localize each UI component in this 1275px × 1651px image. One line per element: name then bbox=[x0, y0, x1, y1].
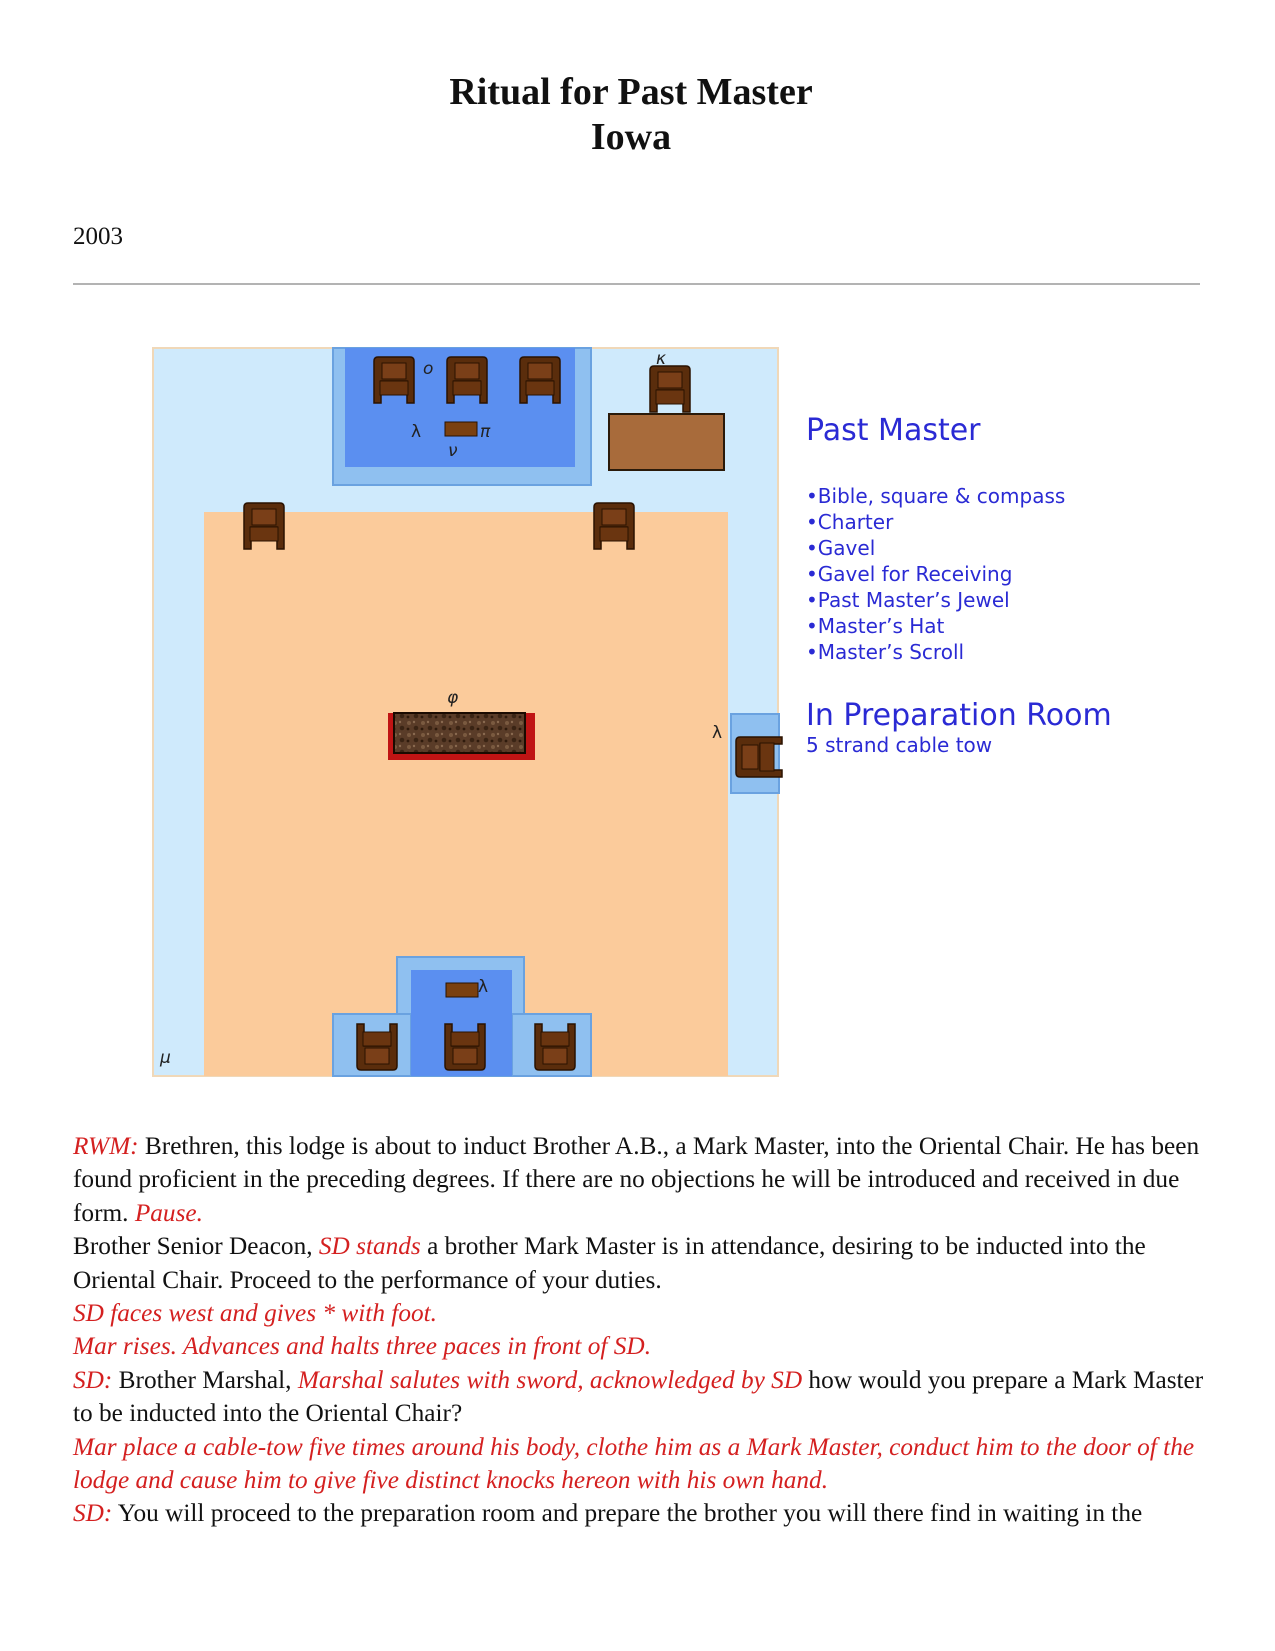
altar-top bbox=[394, 713, 525, 753]
paragraph-sd-proceed bbox=[73, 1497, 1208, 1530]
label-lambda-south: λ bbox=[712, 723, 723, 743]
ritual-text bbox=[73, 1130, 1208, 1531]
title-line-1: Ritual for Past Master bbox=[449, 71, 813, 113]
panel-items bbox=[806, 484, 1065, 664]
label-omicron: o bbox=[423, 359, 434, 379]
dialogue-text: Brother Marshal, bbox=[112, 1365, 298, 1394]
label-pi: π bbox=[480, 422, 491, 442]
stage-direction-line: SD faces west and gives * with foot. bbox=[73, 1299, 437, 1328]
prep-room-item: 5 strand cable tow bbox=[806, 733, 993, 757]
title-line-2: Iowa bbox=[590, 116, 672, 158]
stage-direction: Marshal salutes with sword, acknowledged by SD bbox=[297, 1365, 803, 1394]
east-pedestal bbox=[445, 422, 477, 436]
speaker-label: RWM: bbox=[73, 1132, 139, 1160]
secretary-desk bbox=[609, 414, 724, 470]
west-pedestal bbox=[446, 983, 478, 997]
stage-direction: SD stands bbox=[318, 1232, 421, 1261]
panel-item: •Master’s Scroll bbox=[806, 640, 965, 664]
dialogue-text: Brother Senior Deacon, bbox=[73, 1232, 319, 1261]
panel-item: •Master’s Hat bbox=[806, 614, 945, 638]
label-lambda-west: λ bbox=[478, 977, 489, 997]
label-phi: φ bbox=[447, 688, 459, 708]
speaker-label: SD: bbox=[73, 1499, 113, 1528]
speaker-label: SD: bbox=[73, 1365, 113, 1394]
dialogue-text: how would you prepare a Mark Master to be inducted into the Oriental Chair? bbox=[73, 1365, 1204, 1428]
paragraph-senior-deacon bbox=[73, 1230, 1208, 1297]
paragraph-rwm bbox=[73, 1130, 1208, 1230]
stage-direction-line: Mar place a cable-tow five times around his body, clothe him as a Mark Master, conduct him to the door of the lodge and cause him to give five distinct knocks hereon with his own hand. bbox=[73, 1432, 1195, 1495]
panel-item: •Gavel for Receiving bbox=[806, 562, 1013, 586]
panel-item: •Charter bbox=[806, 510, 894, 534]
dialogue-text: Brethren, this lodge is about to induct Brother A.B., a Mark Master, into the Oriental Chair. He has been found proficient in the preceding degrees. If there are no objections he will be introduced and received in due form. bbox=[73, 1132, 1200, 1227]
panel-item: •Gavel bbox=[806, 536, 876, 560]
dialogue-text: You will proceed to the preparation room and prepare the brother you will there find in waiting in the bbox=[112, 1499, 1143, 1528]
panel-item: •Past Master’s Jewel bbox=[806, 588, 1010, 612]
panel-heading: Past Master bbox=[806, 413, 981, 448]
label-kappa: κ bbox=[656, 349, 667, 369]
panel-item: •Bible, square & compass bbox=[806, 484, 1066, 508]
prep-room-heading: In Preparation Room bbox=[806, 698, 1112, 733]
stage-direction-line: Mar rises. Advances and halts three paces in front of SD. bbox=[73, 1332, 652, 1361]
dialogue-text: a brother Mark Master is in attendance, desiring to be inducted into the Oriental Chair. Proceed to the performance of your duties. bbox=[73, 1232, 1146, 1294]
year-label: 2003 bbox=[73, 223, 123, 250]
label-nu: ν bbox=[448, 441, 458, 461]
label-mu: μ bbox=[160, 1048, 171, 1068]
label-lambda-east: λ bbox=[411, 422, 422, 442]
paragraph-sd-marshal bbox=[73, 1364, 1208, 1431]
stage-direction: Pause. bbox=[134, 1198, 203, 1227]
